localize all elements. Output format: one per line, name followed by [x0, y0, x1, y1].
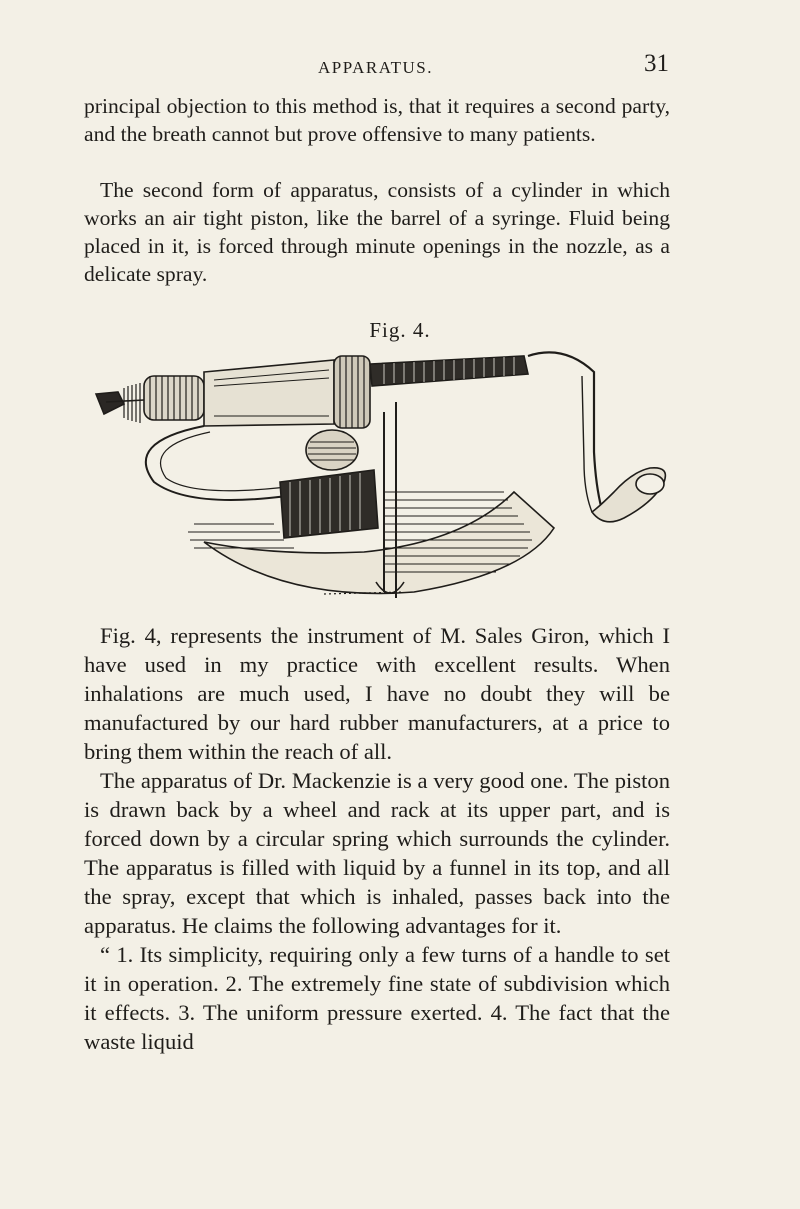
- running-head: APPARATUS.: [318, 58, 433, 77]
- page-number: 31: [644, 50, 669, 77]
- paragraph-1: principal objection to this method is, that it requires a second party, and the breath cannot but prove offensive to many patients.: [84, 94, 670, 146]
- figure-caption: Fig. 4.: [369, 318, 431, 342]
- paragraph-3: Fig. 4, represents the instrument of M. Sales Giron, which I have used in my practice with excellent results. When inhalations are much used, I have no doubt they will be manufactured by our hard rubber manufacturers, at a price to bring them within the reach of all.: [84, 623, 670, 764]
- paragraph-4: The apparatus of Dr. Mackenzie is a very good one. The piston is drawn back by a wheel and rack at its upper part, and is forced down by a circular spring which surrounds the cylinder. The apparatus is filled with liquid by a funnel in its top, and all the spray, except that which is inhaled, passes back into the apparatus. He claims the following advantages for it.: [84, 768, 670, 938]
- page-header: [0, 50, 800, 84]
- paragraph-5: “ 1. Its simplicity, requiring only a few turns of a handle to set it in operation. 2. The extremely fine state of subdivision which it effects. 3. The uniform pressure exerted. 4. The fact that the waste liquid: [84, 942, 670, 1054]
- paragraph-2: The second form of apparatus, consists of a cylinder in which works an air tight piston, like the barrel of a syringe. Fluid being placed in it, is forced through minute openings in the nozzle, as a delicate spray.: [84, 178, 670, 286]
- body-text: [84, 621, 670, 1056]
- spray-apparatus-illustration: [84, 342, 674, 612]
